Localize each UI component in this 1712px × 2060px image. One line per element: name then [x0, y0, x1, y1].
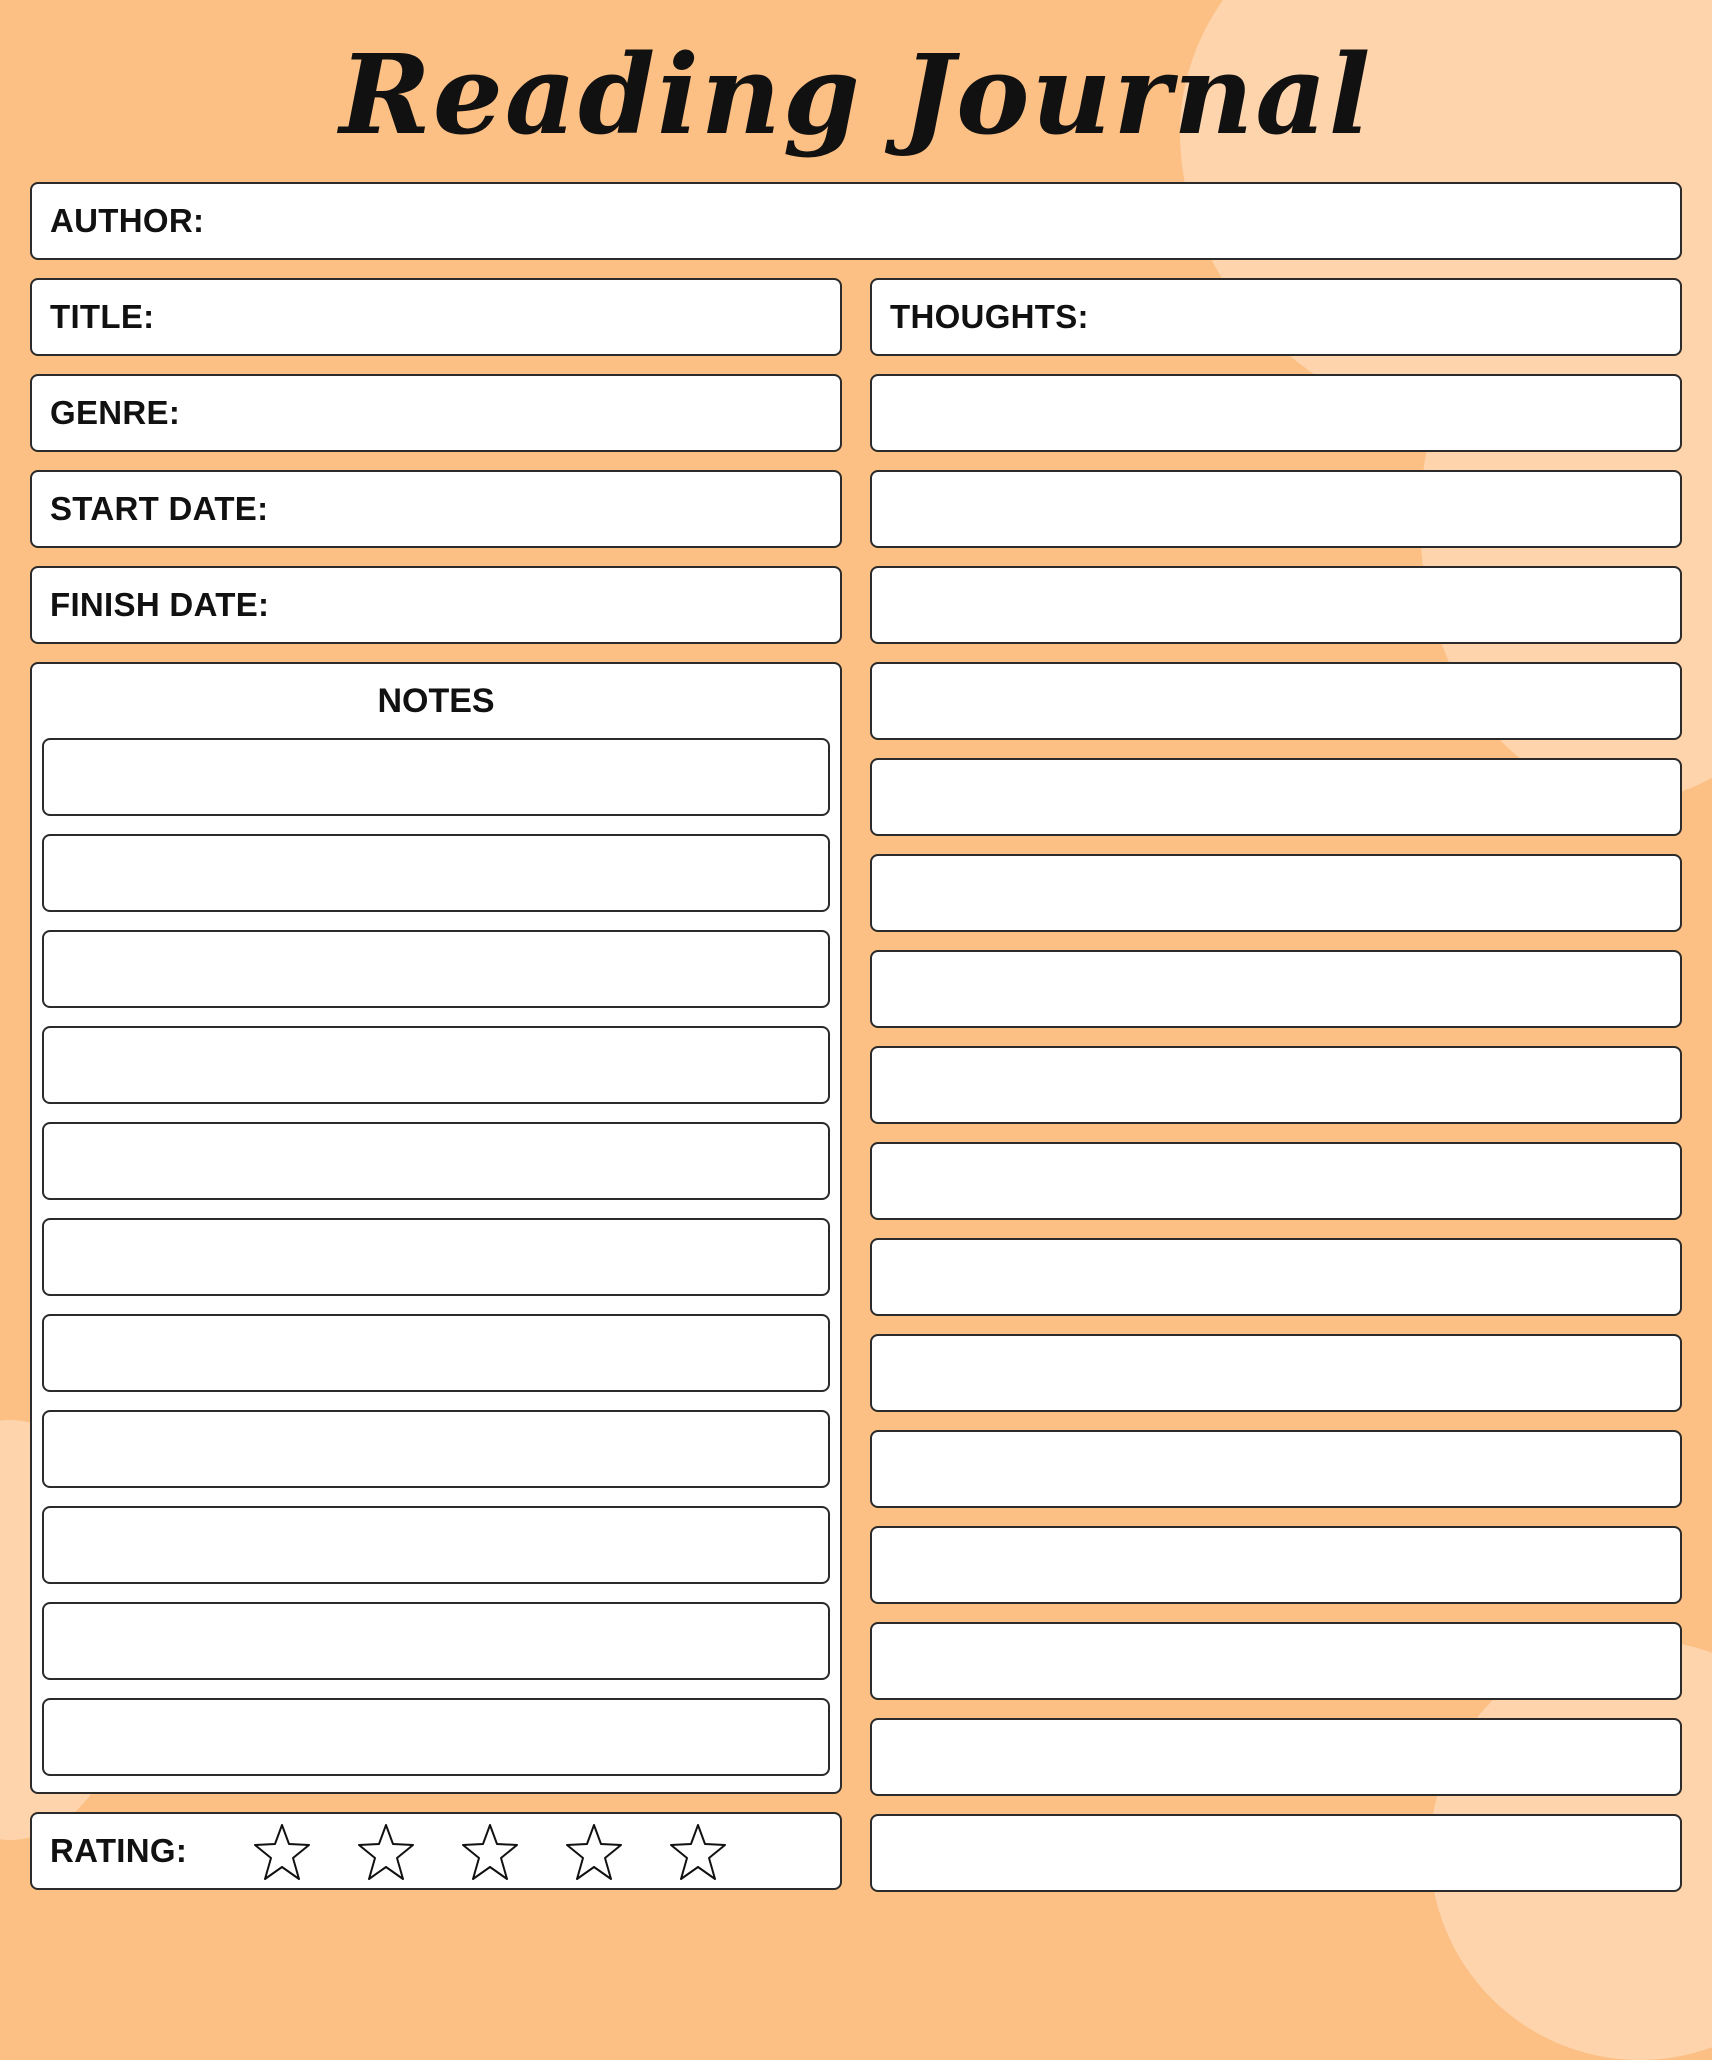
- thoughts-line[interactable]: [870, 662, 1682, 740]
- rating-field: [30, 1812, 842, 1890]
- thoughts-line[interactable]: [870, 1622, 1682, 1700]
- star-icon[interactable]: [564, 1822, 624, 1884]
- star-icon[interactable]: [460, 1822, 520, 1884]
- start-date-label: START DATE:: [50, 490, 269, 527]
- thoughts-line[interactable]: [870, 374, 1682, 452]
- thoughts-line[interactable]: [870, 1238, 1682, 1316]
- thoughts-label: THOUGHTS:: [890, 298, 1089, 335]
- thoughts-line[interactable]: [870, 1334, 1682, 1412]
- author-label: AUTHOR:: [50, 202, 205, 239]
- star-icon[interactable]: [668, 1822, 728, 1884]
- rating-label: RATING:: [50, 1832, 188, 1869]
- notes-line[interactable]: [42, 1506, 830, 1584]
- notes-line[interactable]: [42, 1218, 830, 1296]
- finish-date-label: FINISH DATE:: [50, 586, 270, 623]
- thoughts-line[interactable]: [870, 854, 1682, 932]
- thoughts-line[interactable]: [870, 470, 1682, 548]
- thoughts-line[interactable]: [870, 1142, 1682, 1220]
- notes-line[interactable]: [42, 738, 830, 816]
- thoughts-line[interactable]: [870, 758, 1682, 836]
- page-title: Reading Journal: [339, 30, 1373, 159]
- thoughts-line[interactable]: [870, 1718, 1682, 1796]
- star-rating[interactable]: [252, 1822, 728, 1884]
- notes-line[interactable]: [42, 1602, 830, 1680]
- notes-line[interactable]: [42, 1698, 830, 1776]
- start-date-field[interactable]: [30, 470, 842, 548]
- title-field[interactable]: [30, 278, 842, 356]
- notes-heading: NOTES: [377, 682, 495, 720]
- notes-line[interactable]: [42, 1026, 830, 1104]
- thoughts-line[interactable]: [870, 1526, 1682, 1604]
- title-label: TITLE:: [50, 298, 155, 335]
- thoughts-line[interactable]: [870, 1814, 1682, 1892]
- genre-label: GENRE:: [50, 394, 181, 431]
- finish-date-field[interactable]: [30, 566, 842, 644]
- thoughts-line[interactable]: [870, 950, 1682, 1028]
- notes-line[interactable]: [42, 930, 830, 1008]
- thoughts-line[interactable]: [870, 1046, 1682, 1124]
- notes-panel: [30, 662, 842, 1794]
- star-icon[interactable]: [356, 1822, 416, 1884]
- thoughts-field[interactable]: [870, 278, 1682, 356]
- notes-line[interactable]: [42, 1410, 830, 1488]
- genre-field[interactable]: [30, 374, 842, 452]
- star-icon[interactable]: [252, 1822, 312, 1884]
- author-field[interactable]: [30, 182, 1682, 260]
- notes-line[interactable]: [42, 1314, 830, 1392]
- thoughts-line[interactable]: [870, 566, 1682, 644]
- thoughts-line[interactable]: [870, 1430, 1682, 1508]
- notes-line[interactable]: [42, 834, 830, 912]
- notes-line[interactable]: [42, 1122, 830, 1200]
